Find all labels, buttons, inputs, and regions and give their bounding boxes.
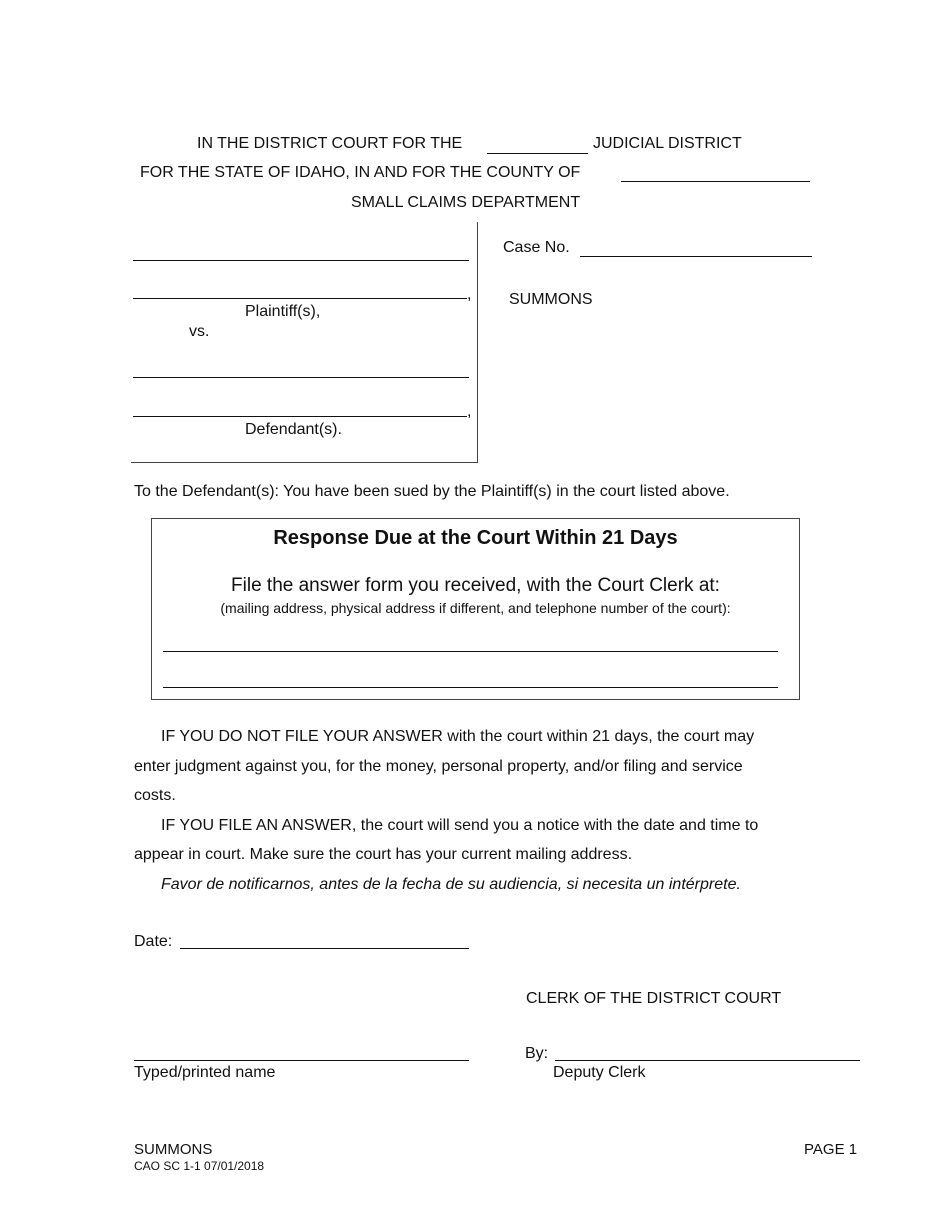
case-number-field[interactable] <box>580 256 812 257</box>
county-field[interactable] <box>621 181 810 182</box>
plaintiff-label: Plaintiff(s), <box>245 303 321 320</box>
footer-form-title: SUMMONS <box>134 1141 213 1158</box>
paragraph-answer-line2: appear in court. Make sure the court has your current mailing address. <box>134 846 633 863</box>
header-line2: FOR THE STATE OF IDAHO, IN AND FOR THE COUNTY OF <box>140 164 581 181</box>
header-line1-suffix: JUDICIAL DISTRICT <box>593 135 742 152</box>
typed-name-field[interactable] <box>134 1060 469 1061</box>
versus-label: vs. <box>189 323 210 340</box>
clerk-title: CLERK OF THE DISTRICT COURT <box>526 990 782 1007</box>
date-field[interactable] <box>180 948 469 949</box>
header-line1-prefix: IN THE DISTRICT COURT FOR THE <box>197 135 463 152</box>
plaintiff-comma: , <box>467 286 472 303</box>
plaintiff-name-field[interactable] <box>133 260 469 261</box>
paragraph-answer-line1: IF YOU FILE AN ANSWER, the court will send you a notice with the date and time to <box>161 817 759 834</box>
interpreter-notice: Favor de notificarnos, antes de la fecha de su audiencia, si necesita un intérprete. <box>161 876 741 893</box>
notice-instruction: File the answer form you received, with the Court Clerk at: <box>231 575 720 596</box>
defendant-label: Defendant(s). <box>245 421 342 438</box>
court-address-field-2[interactable] <box>163 687 778 688</box>
caption-divider <box>477 222 478 463</box>
defendant-name-field-2[interactable] <box>133 416 467 417</box>
deputy-clerk-label: Deputy Clerk <box>553 1064 646 1081</box>
court-address-field-1[interactable] <box>163 651 778 652</box>
notice-title: Response Due at the Court Within 21 Days <box>273 527 678 549</box>
document-type: SUMMONS <box>509 291 593 308</box>
footer-page-number: PAGE 1 <box>804 1141 858 1158</box>
defendant-comma: , <box>467 403 472 420</box>
deputy-clerk-signature-field[interactable] <box>555 1060 860 1061</box>
notice-sub-instruction: (mailing address, physical address if different, and telephone number of the court): <box>220 600 731 616</box>
footer-form-code: CAO SC 1-1 07/01/2018 <box>134 1159 265 1173</box>
header-line3: SMALL CLAIMS DEPARTMENT <box>351 194 581 211</box>
judicial-district-field[interactable] <box>487 153 588 154</box>
caption-bottom-rule <box>131 462 478 463</box>
paragraph-no-answer-line2: enter judgment against you, for the money, personal property, and/or filing and service <box>134 758 743 775</box>
case-number-label: Case No. <box>503 239 570 256</box>
intro-text: To the Defendant(s): You have been sued by the Plaintiff(s) in the court listed above. <box>134 483 730 500</box>
paragraph-no-answer-line1: IF YOU DO NOT FILE YOUR ANSWER with the court within 21 days, the court may <box>161 728 755 745</box>
response-notice-box <box>151 518 800 700</box>
plaintiff-name-field-2[interactable] <box>133 298 467 299</box>
defendant-name-field[interactable] <box>133 377 469 378</box>
by-label: By: <box>525 1045 549 1062</box>
typed-name-label: Typed/printed name <box>134 1064 276 1081</box>
date-label: Date: <box>134 933 173 950</box>
paragraph-no-answer-line3: costs. <box>134 787 176 804</box>
